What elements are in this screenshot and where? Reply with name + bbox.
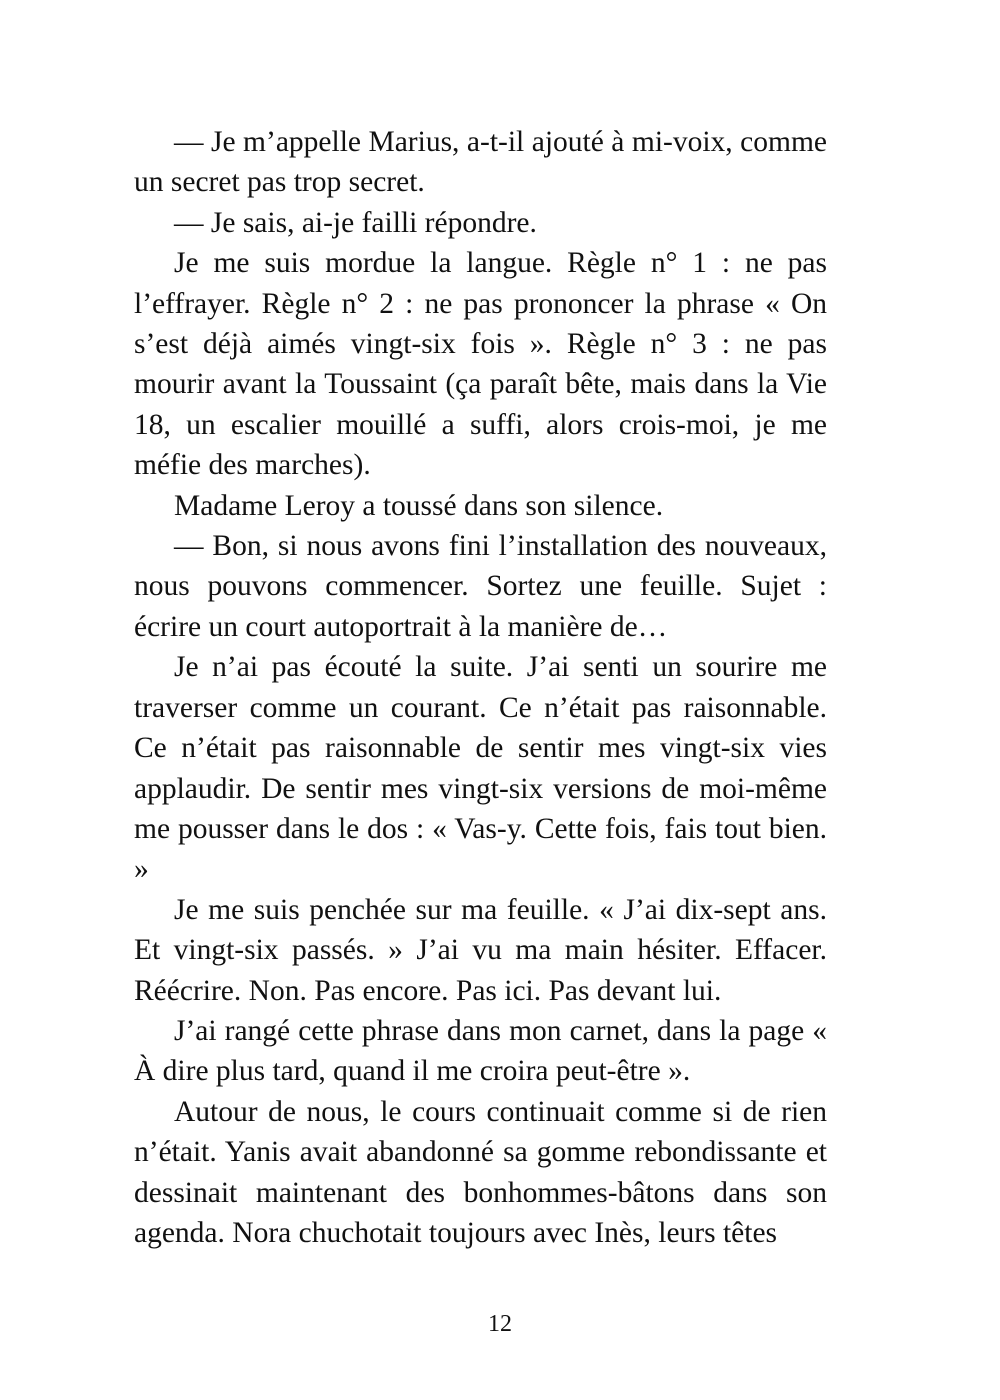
paragraph-9: Autour de nous, le cours continuait comme si de rien n’était. Yanis avait abandonné sa gomme rebondissante et dessinait maintenant des bonhommes-bâtons dans son agenda. Nora chuchotait toujours avec Inès, leurs têtes [134, 1095, 827, 1249]
paragraph-1: — Je m’appelle Marius, a-t-il ajouté à mi-voix, comme un secret pas trop secret. [134, 126, 827, 199]
paragraph-2: — Je sais, ai-je failli répondre. [174, 206, 537, 239]
paragraph-7: Je me suis penchée sur ma feuille. « J’ai dix-sept ans. Et vingt-six passés. » J’ai vu ma main hésiter. Effacer. Réécrire. Non. Pas encore. Pas ici. Pas devant lui. [134, 893, 827, 1007]
page-number: 12 [488, 1311, 512, 1337]
paragraph-4: Madame Leroy a toussé dans son silence. [174, 489, 664, 522]
paragraph-5: — Bon, si nous avons fini l’installation des nouveaux, nous pouvons commencer. Sortez une feuille. Sujet : écrire un court autoportrait à la manière de… [134, 530, 827, 643]
paragraph-3: Je me suis mordue la langue. Règle n° 1 : ne pas l’effrayer. Règle n° 2 : ne pas prononcer la phrase « On s’est déjà aimés vingt-six fois ». Règle n° 3 : ne pas mourir avant la Toussaint (ça paraît bête, mais dans la Vie 18, un escalier mouillé a suffi, alors crois-moi, je me méfie des marches). [134, 247, 827, 482]
paragraph-8: J’ai rangé cette phrase dans mon carnet, dans la page « À dire plus tard, quand il me croira peut-être ». [134, 1014, 827, 1088]
body-text [134, 122, 827, 1253]
paragraph-6: Je n’ai pas écouté la suite. J’ai senti un sourire me traverser comme un courant. Ce n’était pas raisonnable. Ce n’était pas raisonnable de sentir mes vingt-six vies applaudir. De sentir mes vingt-six versions de moi-même me pousser dans le dos : « Vas-y. Cette fois, fais tout bien. » [134, 651, 827, 886]
